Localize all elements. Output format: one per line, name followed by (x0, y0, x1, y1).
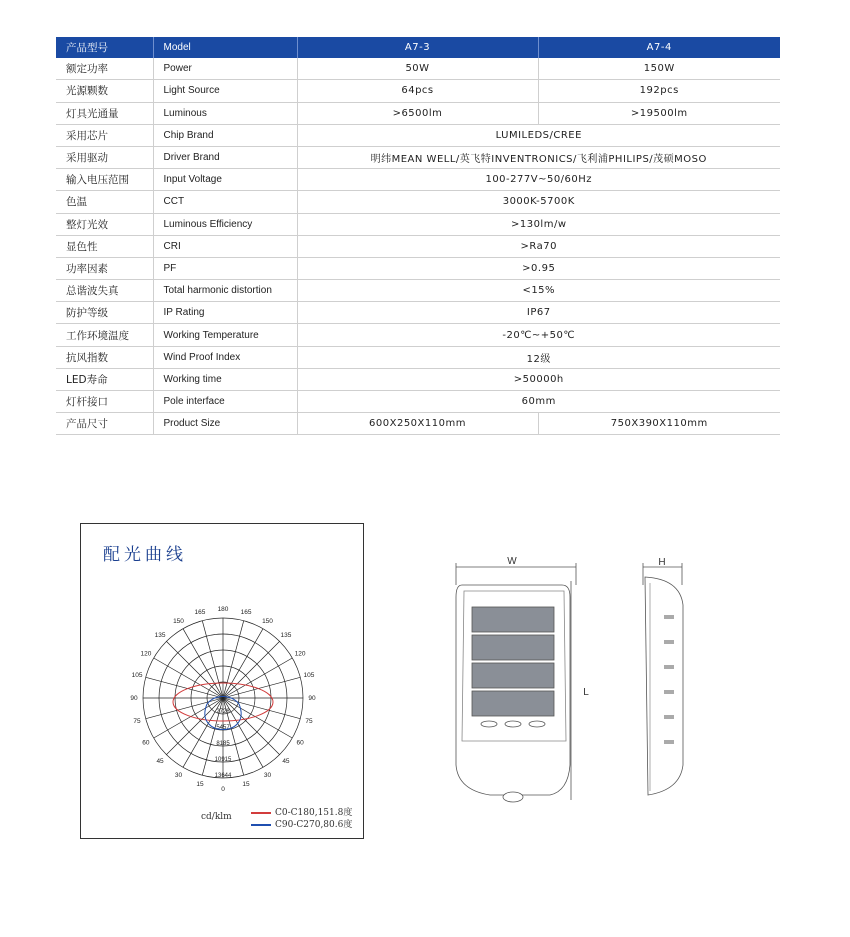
spec-label-cn: 功率因素 (56, 257, 153, 279)
spec-row (56, 235, 780, 257)
spec-label-en: CRI (153, 235, 297, 257)
spec-label-en: Product Size (153, 413, 297, 435)
spec-label-en: Power (153, 58, 297, 80)
spec-label-cn: 显色性 (56, 235, 153, 257)
lamp-side-outline (645, 577, 683, 795)
legend-label-c0: C0-C180,151.8度 (275, 808, 353, 818)
spec-row (56, 191, 780, 213)
spec-value-a7-3: 64pcs (297, 80, 538, 102)
spec-label-cn: 采用驱动 (56, 146, 153, 168)
photometric-panel (80, 523, 364, 839)
angle-label: 60 (142, 739, 150, 747)
spec-row (56, 346, 780, 368)
spec-row (56, 102, 780, 124)
header-model-a: A7-3 (297, 37, 538, 58)
side-fins (664, 615, 674, 744)
spec-value: >0.95 (297, 257, 780, 279)
spec-label-en: Chip Brand (153, 124, 297, 146)
spec-label-cn: 工作环境温度 (56, 324, 153, 346)
spec-label-en: PF (153, 257, 297, 279)
angle-label: 30 (263, 772, 272, 780)
spec-row (56, 257, 780, 279)
angle-label: 90 (130, 695, 138, 702)
legend-swatch-red (251, 812, 271, 814)
angle-label: 180 (217, 606, 229, 613)
header-en: Model (153, 37, 297, 58)
spec-value-a7-3: 50W (297, 58, 538, 80)
spec-label-en: Luminous Efficiency (153, 213, 297, 235)
spec-value: >Ra70 (297, 235, 780, 257)
angle-label: 165 (240, 609, 252, 617)
spec-label-en: CCT (153, 191, 297, 213)
radial-label: 8185 (216, 741, 230, 747)
spec-value: 明纬MEAN WELL/英飞特INVENTRONICS/飞利浦PHILIPS/茂硕MOSO (297, 146, 780, 168)
spec-row (56, 324, 780, 346)
radial-label: 5457 (216, 725, 230, 731)
spec-header-row (56, 37, 780, 58)
spec-label-cn: 色温 (56, 191, 153, 213)
spec-label-en: IP Rating (153, 302, 297, 324)
angle-label: 75 (133, 718, 141, 726)
spec-value: 100-277V~50/60Hz (297, 169, 780, 191)
spec-row (56, 302, 780, 324)
legend-swatch-blue (251, 824, 271, 826)
angle-label: 135 (154, 632, 166, 640)
radial-label: 10915 (214, 757, 232, 763)
angle-label: 30 (174, 772, 183, 780)
spec-value-a7-4: 192pcs (538, 80, 780, 102)
angle-label: 60 (296, 739, 304, 747)
angle-label: 120 (140, 650, 152, 658)
spec-value: -20℃~+50℃ (297, 324, 780, 346)
spec-label-cn: 光源颗数 (56, 80, 153, 102)
spec-value: 12级 (297, 346, 780, 368)
spec-label-cn: 灯杆接口 (56, 391, 153, 413)
spec-label-en: Luminous (153, 102, 297, 124)
angle-label: 75 (305, 718, 313, 726)
spec-label-en: Driver Brand (153, 146, 297, 168)
legend-unit: cd/klm (201, 812, 232, 822)
angle-label: 45 (156, 757, 164, 765)
spec-value: IP67 (297, 302, 780, 324)
height-label: H (658, 557, 666, 568)
spec-row (56, 391, 780, 413)
spec-label-cn: 抗风指数 (56, 346, 153, 368)
polar-diagram (81, 524, 365, 840)
angle-label: 135 (280, 632, 292, 640)
angle-label: 90 (308, 695, 316, 702)
spec-label-cn: LED寿命 (56, 368, 153, 390)
spec-label-en: Light Source (153, 80, 297, 102)
spec-value-a7-3: >6500lm (297, 102, 538, 124)
spec-label-cn: 采用芯片 (56, 124, 153, 146)
length-label: L (583, 687, 589, 698)
spec-label-cn: 防护等级 (56, 302, 153, 324)
spec-label-cn: 产品尺寸 (56, 413, 153, 435)
spec-row (56, 280, 780, 302)
lamp-drawing (440, 555, 700, 805)
spec-label-en: Input Voltage (153, 169, 297, 191)
spec-label-cn: 灯具光通量 (56, 102, 153, 124)
spec-value: <15% (297, 280, 780, 302)
spec-value-a7-4: 750X390X110mm (538, 413, 780, 435)
radial-label: 2728 (216, 709, 230, 715)
led-module-4 (472, 691, 554, 716)
spec-value-a7-4: 150W (538, 58, 780, 80)
led-module-3 (472, 663, 554, 688)
spec-label-en: Working Temperature (153, 324, 297, 346)
spec-row (56, 169, 780, 191)
spec-row (56, 80, 780, 102)
angle-label: 165 (194, 609, 206, 617)
spec-row (56, 368, 780, 390)
width-label: W (507, 556, 517, 567)
angle-label: 15 (196, 780, 204, 788)
spec-value: >130lm/w (297, 213, 780, 235)
spec-label-cn: 总谐波失真 (56, 280, 153, 302)
spec-table (56, 37, 780, 435)
angle-label: 0 (221, 786, 225, 793)
spec-label-en: Wind Proof Index (153, 346, 297, 368)
spec-row (56, 146, 780, 168)
spec-row (56, 124, 780, 146)
header-model-b: A7-4 (538, 37, 780, 58)
spec-value-a7-4: >19500lm (538, 102, 780, 124)
spec-row (56, 58, 780, 80)
angle-label: 150 (173, 617, 184, 625)
spec-value-a7-3: 600X250X110mm (297, 413, 538, 435)
spec-label-en: Pole interface (153, 391, 297, 413)
spec-value: LUMILEDS/CREE (297, 124, 780, 146)
spec-label-cn: 额定功率 (56, 58, 153, 80)
spec-label-en: Working time (153, 368, 297, 390)
angle-label: 15 (242, 780, 250, 788)
spec-row (56, 213, 780, 235)
radial-label: 13644 (214, 773, 232, 779)
spec-value: 60mm (297, 391, 780, 413)
spec-value: >50000h (297, 368, 780, 390)
angle-label: 120 (294, 650, 306, 658)
led-module-1 (472, 607, 554, 632)
header-cn: 产品型号 (56, 37, 153, 58)
spec-label-cn: 输入电压范围 (56, 169, 153, 191)
spec-row (56, 413, 780, 435)
legend-label-c90: C90-C270,80.6度 (275, 820, 353, 830)
photometric-title: 配光曲线 (103, 545, 187, 565)
spec-label-en: Total harmonic distortion (153, 280, 297, 302)
angle-label: 105 (131, 671, 143, 679)
angle-label: 45 (282, 757, 290, 765)
legend-item-c90 (251, 817, 352, 830)
angle-label: 105 (303, 671, 315, 679)
angle-label: 150 (262, 617, 273, 625)
spec-label-cn: 整灯光效 (56, 213, 153, 235)
spec-value: 3000K-5700K (297, 191, 780, 213)
led-module-2 (472, 635, 554, 660)
